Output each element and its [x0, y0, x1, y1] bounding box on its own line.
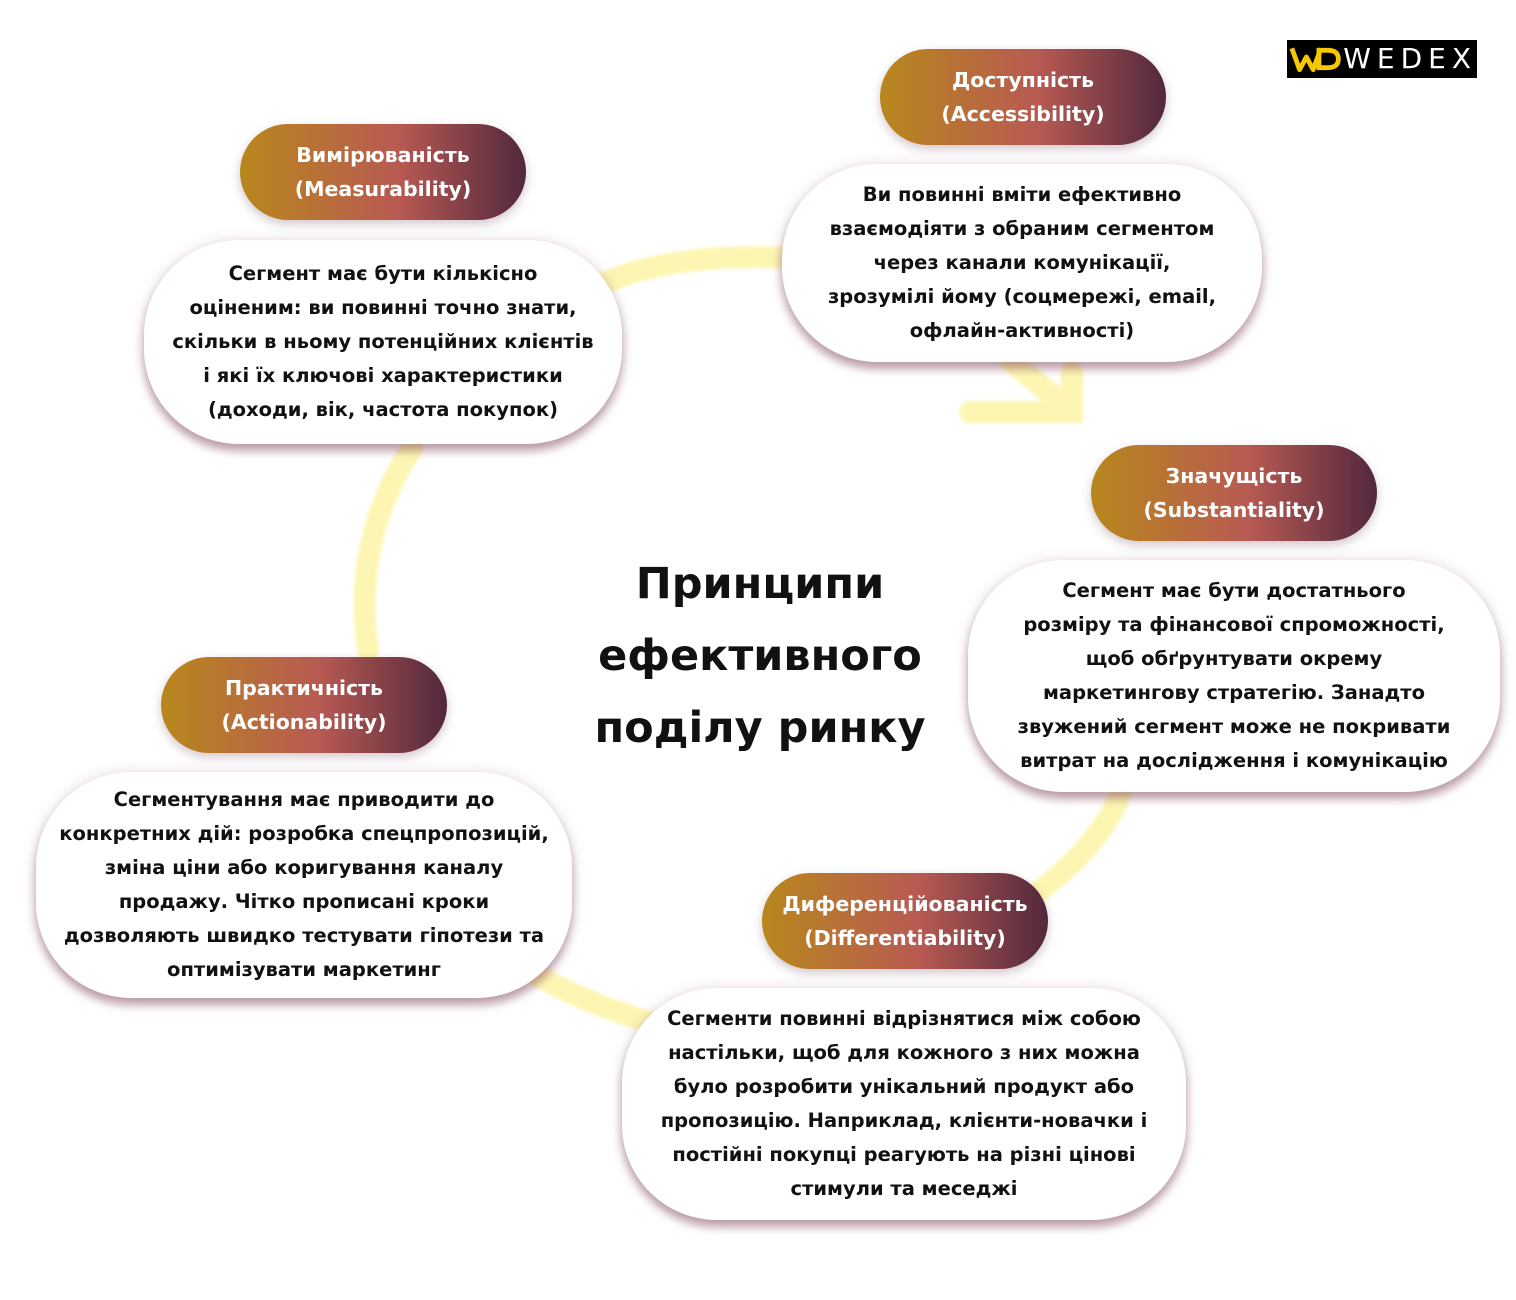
pill-substantiality-en: (Substantiality)	[1143, 498, 1325, 522]
title-line-2: ефективного	[598, 631, 922, 681]
card-measurability	[144, 240, 622, 444]
card-substantiality	[968, 560, 1500, 792]
cycle-arc-differentiability-to-actionability	[538, 976, 650, 1022]
card-actionability-line-1: Сегментування має приводити до	[113, 788, 495, 811]
card-substantiality-line-3: щоб обґрунтувати окрему	[1085, 647, 1383, 670]
card-measurability-line-5: (доходи, вік, частота покупок)	[208, 398, 558, 421]
pill-measurability-en: (Measurability)	[294, 177, 472, 201]
pill-actionability-en: (Actionability)	[221, 710, 387, 734]
card-substantiality-line-1: Сегмент має бути достатнього	[1062, 579, 1406, 602]
card-measurability-line-4: і які їх ключові характеристики	[203, 364, 563, 387]
card-substantiality-line-6: витрат на дослідження і комунікацію	[1020, 749, 1448, 772]
card-actionability-line-3: зміна ціни або коригування каналу	[104, 856, 504, 879]
card-actionability-line-2: конкретних дій: розробка спецпропозицій,	[59, 822, 549, 845]
pill-measurability	[240, 124, 526, 220]
card-measurability-line-2: оціненим: ви повинні точно знати,	[189, 296, 577, 319]
pill-accessibility-en: (Accessibility)	[941, 102, 1105, 126]
pill-accessibility-ua: Доступність	[951, 68, 1095, 92]
pill-differentiability-ua: Диференційованість	[782, 892, 1028, 916]
card-substantiality-line-2: розміру та фінансової спроможності,	[1023, 613, 1445, 636]
card-differentiability-line-2: настільки, щоб для кожного з них можна	[668, 1041, 1140, 1064]
card-differentiability-line-3: було розробити унікальний продукт або	[673, 1075, 1135, 1098]
cycle-arc-accessibility-to-substantiality	[1010, 360, 1058, 400]
card-actionability-line-4: продажу. Чітко прописані кроки	[118, 890, 490, 913]
pill-actionability	[161, 657, 447, 753]
card-accessibility-line-2: взаємодіяти з обраним сегментом	[829, 217, 1215, 240]
card-actionability	[36, 772, 572, 998]
pill-differentiability	[762, 873, 1048, 969]
card-differentiability-line-6: стимули та меседжі	[790, 1177, 1018, 1200]
card-actionability-line-6: оптимізувати маркетинг	[167, 958, 441, 981]
card-accessibility-line-3: через канали комунікації,	[873, 251, 1171, 274]
pill-measurability-ua: Вимірюваність	[296, 143, 470, 167]
pill-differentiability-en: (Differentiability)	[804, 926, 1006, 950]
wedex-wordmark: WEDEX	[1343, 42, 1477, 75]
card-differentiability-line-1: Сегменти повинні відрізнятися між собою	[667, 1007, 1141, 1030]
pill-substantiality-ua: Значущість	[1165, 464, 1303, 488]
cycle-arc-actionability-to-measurability	[365, 448, 412, 650]
card-substantiality-line-4: маркетингову стратегію. Занадто	[1042, 681, 1425, 704]
title-line-3: поділу ринку	[594, 703, 926, 753]
wedex-mark-icon	[1287, 40, 1343, 78]
pill-actionability-ua: Практичність	[224, 676, 384, 700]
diagram-title	[560, 548, 960, 764]
card-accessibility-line-1: Ви повинні вміти ефективно	[862, 183, 1182, 206]
card-accessibility-line-4: зрозумілі йому (соцмережі, email,	[827, 285, 1217, 308]
pill-substantiality	[1091, 445, 1377, 541]
cycle-arc-measurability-to-accessibility	[590, 257, 790, 290]
card-actionability-line-5: дозволяють швидко тестувати гіпотези та	[63, 924, 545, 947]
title-line-1: Принципи	[635, 559, 885, 609]
pill-accessibility	[880, 49, 1166, 145]
card-differentiability-line-5: постійні покупці реагують на різні цінові	[672, 1143, 1136, 1166]
wedex-logo	[1287, 40, 1477, 78]
card-measurability-line-1: Сегмент має бути кількісно	[228, 262, 538, 285]
card-accessibility	[782, 164, 1262, 362]
card-differentiability-line-4: пропозицію. Наприклад, клієнти-новачки і	[660, 1109, 1148, 1132]
card-accessibility-line-5: офлайн-активності)	[909, 319, 1135, 342]
card-differentiability	[622, 988, 1186, 1220]
card-substantiality-line-5: звужений сегмент може не покривати	[1017, 715, 1451, 738]
card-measurability-line-3: скільки в ньому потенційних клієнтів	[172, 330, 594, 353]
